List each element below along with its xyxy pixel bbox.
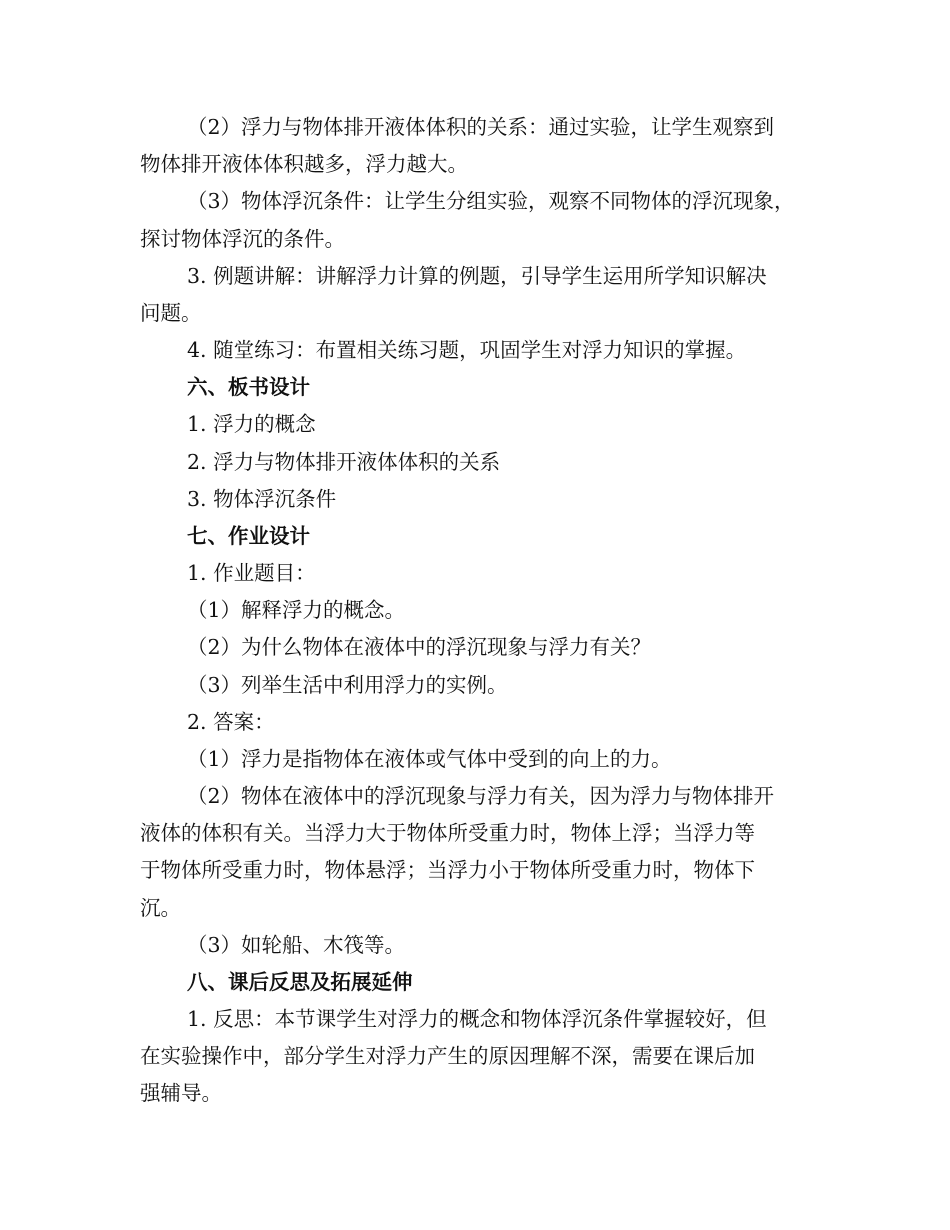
text-line: （2）物体在液体中的浮沉现象与浮力有关，因为浮力与物体排开 — [187, 784, 775, 808]
text-line: （2）为什么物体在液体中的浮沉现象与浮力有关？ — [187, 635, 652, 659]
section-heading: 六、板书设计 — [187, 375, 310, 399]
text-line: 物体排开液体体积越多，浮力越大。 — [140, 152, 468, 176]
text-line: 问题。 — [140, 301, 202, 325]
text-line: 3. 物体浮沉条件 — [187, 487, 337, 511]
text-line: （1）解释浮力的概念。 — [187, 598, 406, 622]
text-line: （1）浮力是指物体在液体或气体中受到的向上的力。 — [187, 747, 672, 771]
text-line: （3）列举生活中利用浮力的实例。 — [187, 673, 508, 697]
section-heading: 七、作业设计 — [187, 524, 310, 548]
text-line: 探讨物体浮沉的条件。 — [140, 227, 345, 251]
text-line: 在实验操作中，部分学生对浮力产生的原因理解不深，需要在课后加 — [140, 1044, 755, 1068]
text-line: 于物体所受重力时，物体悬浮；当浮力小于物体所受重力时，物体下 — [140, 858, 755, 882]
text-line: 2. 答案： — [187, 710, 275, 734]
text-line: 2. 浮力与物体排开液体体积的关系 — [187, 450, 501, 474]
text-line: （3）如轮船、木筏等。 — [187, 933, 406, 957]
section-heading: 八、课后反思及拓展延伸 — [187, 970, 413, 994]
text-line: 1. 浮力的概念 — [187, 412, 316, 436]
text-line: 强辅导。 — [140, 1081, 222, 1105]
text-line: 1. 反思：本节课学生对浮力的概念和物体浮沉条件掌握较好，但 — [187, 1007, 767, 1031]
text-line: 沉。 — [140, 896, 181, 920]
text-line: 3. 例题讲解：讲解浮力计算的例题，引导学生运用所学知识解决 — [187, 264, 767, 288]
text-line: 4. 随堂练习：布置相关练习题，巩固学生对浮力知识的掌握。 — [187, 338, 747, 362]
text-line: （2）浮力与物体排开液体体积的关系：通过实验，让学生观察到 — [187, 115, 775, 139]
text-line: 液体的体积有关。当浮力大于物体所受重力时，物体上浮；当浮力等 — [140, 821, 755, 845]
text-line: 1. 作业题目： — [187, 561, 316, 585]
text-line: （3）物体浮沉条件：让学生分组实验，观察不同物体的浮沉现象， — [187, 189, 795, 213]
